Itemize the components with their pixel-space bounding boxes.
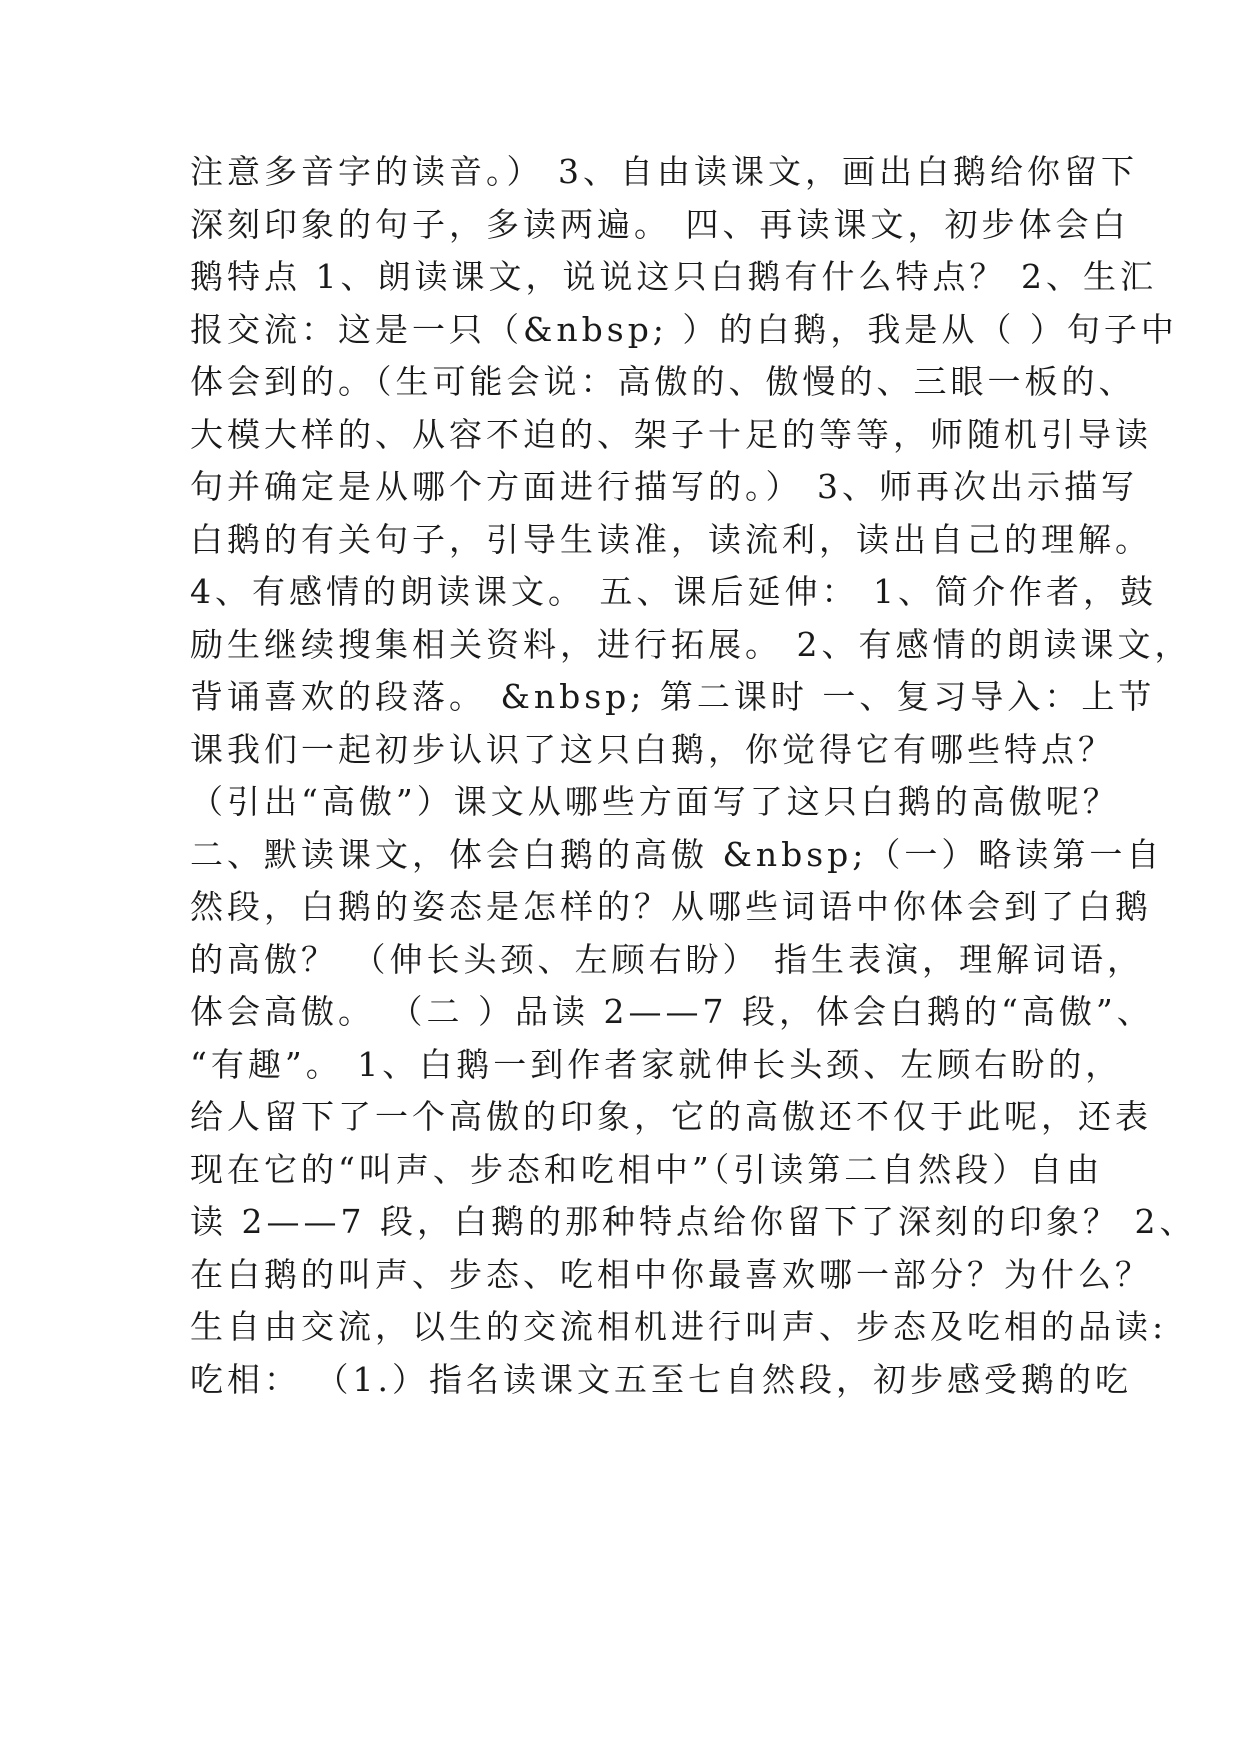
- text-line: 然段，白鹅的姿态是怎样的？从哪些词语中你体会到了白鹅: [190, 887, 1152, 926]
- text-line: （引出“高傲”）课文从哪些方面写了这只白鹅的高傲呢？: [190, 782, 1120, 821]
- text-line: 的高傲？ （伸长头颈、左顾右盼） 指生表演，理解词语，: [190, 940, 1144, 979]
- text-line: 吃相： （1.）指名读课文五至七自然段，初步感受鹅的吃: [190, 1360, 1132, 1399]
- text-line: 课我们一起初步认识了这只白鹅，你觉得它有哪些特点？: [190, 730, 1115, 769]
- text-line: 读 2——7 段，白鹅的那种特点给你留下了深刻的印象？ 2、: [190, 1202, 1197, 1241]
- text-line: 报交流：这是一只（&nbsp; ）的白鹅，我是从（ ）句子中: [190, 310, 1178, 349]
- text-line: 4、有感情的朗读课文。 五、课后延伸： 1、简介作者，鼓: [190, 572, 1157, 611]
- text-line: 白鹅的有关句子，引导生读准，读流利，读出自己的理解。: [190, 520, 1152, 559]
- text-line: 二、默读课文，体会白鹅的高傲 &nbsp;（一）略读第一自: [190, 835, 1164, 874]
- text-line: 体会高傲。 （二 ）品读 2——7 段，体会白鹅的“高傲”、: [190, 992, 1154, 1031]
- text-line: 现在它的“叫声、步态和吃相中”（引读第二自然段）自由: [190, 1150, 1104, 1189]
- text-line: 生自由交流，以生的交流相机进行叫声、步态及吃相的品读:: [190, 1307, 1168, 1346]
- text-line: 背诵喜欢的段落。 &nbsp; 第二课时 一、复习导入：上节: [190, 677, 1156, 716]
- text-line: “有趣”。 1、白鹅一到作者家就伸长头颈、左顾右盼的，: [190, 1045, 1123, 1084]
- text-line: 大模大样的、从容不迫的、架子十足的等等，师随机引导读: [190, 415, 1152, 454]
- text-line: 励生继续搜集相关资料，进行拓展。 2、有感情的朗读课文，: [190, 625, 1192, 664]
- text-line: 深刻印象的句子，多读两遍。 四、再读课文，初步体会白: [190, 205, 1130, 244]
- text-line: 给人留下了一个高傲的印象，它的高傲还不仅于此呢，还表: [190, 1097, 1152, 1136]
- text-line: 鹅特点 1、朗读课文，说说这只白鹅有什么特点？ 2、生汇: [190, 257, 1157, 296]
- text-line: 在白鹅的叫声、步态、吃相中你最喜欢哪一部分？为什么？: [190, 1255, 1152, 1294]
- text-line: 句并确定是从哪个方面进行描写的。） 3、师再次出示描写: [190, 467, 1138, 506]
- text-line: 注意多音字的读音。） 3、自由读课文，画出白鹅给你留下: [190, 152, 1138, 191]
- text-line: 体会到的。（生可能会说：高傲的、傲慢的、三眼一板的、: [190, 362, 1136, 401]
